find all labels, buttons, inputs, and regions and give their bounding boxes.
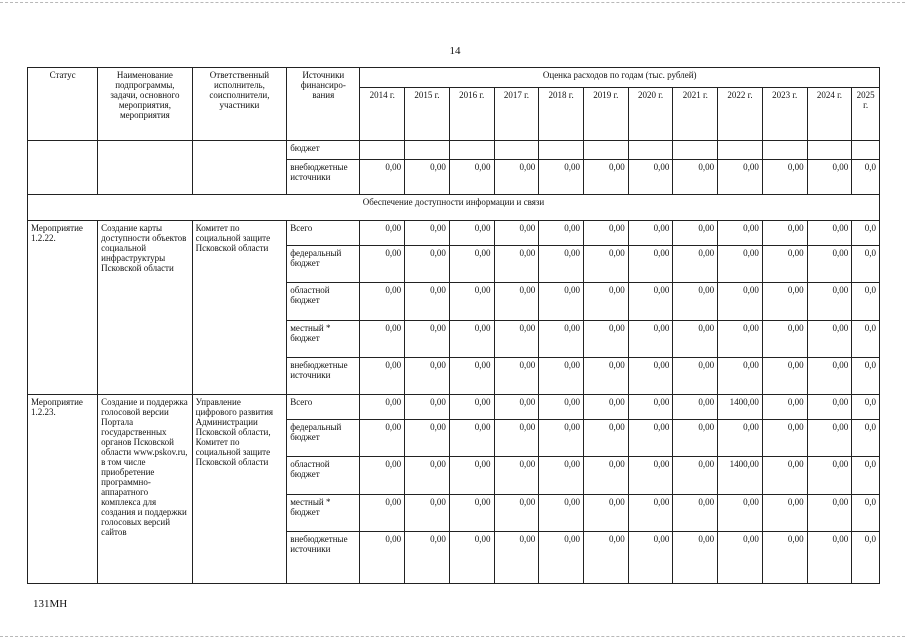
value-cell: 0,00 — [762, 395, 807, 420]
value-cell: 0,00 — [718, 160, 763, 195]
header-row — [28, 68, 880, 88]
value-cell: 0,00 — [360, 358, 405, 395]
continuation-status-cell — [28, 141, 98, 195]
header-responsible: Ответственный исполнитель, соисполнители, участники — [192, 68, 287, 141]
value-cell: 0,00 — [628, 532, 673, 584]
value-cell: 0,00 — [762, 358, 807, 395]
value-cell: 0,00 — [494, 495, 539, 532]
value-cell: 0,00 — [583, 395, 628, 420]
value-cell: 0,00 — [449, 221, 494, 246]
value-cell: 0,00 — [405, 457, 450, 495]
value-cell: 0,00 — [807, 283, 852, 321]
activity-row — [28, 221, 880, 246]
source-label: внебюджетные источники — [287, 532, 360, 584]
value-cell: 0,0 — [852, 283, 880, 321]
source-label: областной бюджет — [287, 457, 360, 495]
value-cell: 0,00 — [583, 321, 628, 358]
value-cell: 0,00 — [494, 420, 539, 457]
value-cell: 0,00 — [539, 395, 584, 420]
value-cell: 0,00 — [628, 283, 673, 321]
value-cell: 0,00 — [360, 395, 405, 420]
value-cell: 0,00 — [360, 160, 405, 195]
value-cell: 0,0 — [852, 358, 880, 395]
value-cell: 0,00 — [494, 358, 539, 395]
year-header: 2020 г. — [628, 88, 673, 141]
source-label: федеральный бюджет — [287, 420, 360, 457]
value-cell: 0,00 — [718, 283, 763, 321]
value-cell: 0,0 — [852, 457, 880, 495]
value-cell: 0,00 — [583, 457, 628, 495]
value-cell: 0,00 — [360, 321, 405, 358]
value-cell: 0,00 — [762, 283, 807, 321]
value-cell: 0,00 — [807, 221, 852, 246]
value-cell: 0,00 — [405, 532, 450, 584]
value-cell: 0,00 — [807, 395, 852, 420]
year-header: 2015 г. — [405, 88, 450, 141]
value-cell: 0,00 — [628, 457, 673, 495]
activity-responsible: Комитет по социальной защите Псковской области — [192, 221, 287, 395]
value-cell: 0,00 — [405, 395, 450, 420]
budget-table-body — [28, 68, 880, 584]
value-cell: 0,00 — [718, 246, 763, 283]
activity-status: Мероприятие 1.2.23. — [28, 395, 98, 584]
value-cell: 1400,00 — [718, 395, 763, 420]
value-cell: 0,0 — [852, 221, 880, 246]
value-cell: 0,00 — [405, 420, 450, 457]
value-cell — [405, 141, 450, 160]
value-cell: 0,00 — [494, 246, 539, 283]
value-cell: 0,00 — [583, 160, 628, 195]
year-header: 2024 г. — [807, 88, 852, 141]
year-header: 2021 г. — [673, 88, 718, 141]
section-title: Обеспечение доступности информации и связи — [28, 195, 880, 221]
value-cell — [360, 141, 405, 160]
value-cell: 0,00 — [628, 246, 673, 283]
year-header: 2023 г. — [762, 88, 807, 141]
value-cell: 0,00 — [583, 358, 628, 395]
value-cell: 0,00 — [360, 221, 405, 246]
value-cell — [494, 141, 539, 160]
value-cell: 0,00 — [583, 221, 628, 246]
value-cell — [628, 141, 673, 160]
value-cell: 0,00 — [539, 358, 584, 395]
value-cell: 0,00 — [762, 495, 807, 532]
value-cell: 0,00 — [360, 532, 405, 584]
header-sources: Источники финансиро-вания — [287, 68, 360, 141]
value-cell: 0,00 — [673, 532, 718, 584]
value-cell: 0,00 — [494, 532, 539, 584]
source-label: областной бюджет — [287, 283, 360, 321]
value-cell: 0,00 — [807, 420, 852, 457]
value-cell: 0,00 — [405, 321, 450, 358]
value-cell: 0,0 — [852, 395, 880, 420]
year-header: 2019 г. — [583, 88, 628, 141]
value-cell: 0,00 — [360, 420, 405, 457]
value-cell: 0,00 — [449, 420, 494, 457]
value-cell: 0,00 — [449, 246, 494, 283]
value-cell — [673, 141, 718, 160]
value-cell: 0,00 — [405, 221, 450, 246]
value-cell: 0,00 — [762, 457, 807, 495]
value-cell: 0,00 — [807, 160, 852, 195]
value-cell — [583, 141, 628, 160]
value-cell: 0,00 — [673, 358, 718, 395]
value-cell: 0,00 — [762, 246, 807, 283]
value-cell — [539, 141, 584, 160]
value-cell: 0,00 — [494, 321, 539, 358]
value-cell: 0,00 — [449, 358, 494, 395]
value-cell: 0,0 — [852, 321, 880, 358]
activity-responsible: Управление цифрового развития Администрации Псковской области, Комитет по социальной защите Псковской области — [192, 395, 287, 584]
value-cell: 0,00 — [539, 246, 584, 283]
activity-name: Создание и поддержка голосовой версии Портала государственных органов Псковской области www.pskov.ru, в том числе приобретение программно-аппаратного комплекса для создания и поддержки голосовых версий сайтов — [98, 395, 193, 584]
value-cell: 0,00 — [718, 495, 763, 532]
value-cell: 0,00 — [583, 283, 628, 321]
value-cell: 0,00 — [405, 283, 450, 321]
value-cell: 0,00 — [807, 321, 852, 358]
value-cell: 0,00 — [718, 358, 763, 395]
activity-name: Создание карты доступности объектов социальной инфраструктуры Псковской области — [98, 221, 193, 395]
value-cell: 0,00 — [494, 221, 539, 246]
year-header: 2014 г. — [360, 88, 405, 141]
value-cell: 0,00 — [762, 532, 807, 584]
value-cell: 0,00 — [673, 321, 718, 358]
source-label: Всего — [287, 221, 360, 246]
value-cell: 0,00 — [628, 160, 673, 195]
budget-table — [27, 67, 880, 584]
year-header: 2017 г. — [494, 88, 539, 141]
value-cell: 0,00 — [449, 321, 494, 358]
value-cell: 0,00 — [628, 495, 673, 532]
value-cell: 0,00 — [449, 495, 494, 532]
value-cell: 0,00 — [673, 495, 718, 532]
value-cell: 0,00 — [494, 283, 539, 321]
page-edge-top — [0, 2, 905, 3]
value-cell: 0,00 — [360, 283, 405, 321]
value-cell: 1400,00 — [718, 457, 763, 495]
value-cell: 0,00 — [762, 321, 807, 358]
value-cell: 0,00 — [628, 221, 673, 246]
continuation-row — [28, 141, 880, 160]
value-cell: 0,00 — [449, 532, 494, 584]
year-header: 2018 г. — [539, 88, 584, 141]
source-label: местный * бюджет — [287, 321, 360, 358]
value-cell: 0,00 — [628, 420, 673, 457]
activity-row — [28, 395, 880, 420]
value-cell: 0,00 — [762, 160, 807, 195]
value-cell: 0,0 — [852, 246, 880, 283]
value-cell: 0,00 — [583, 532, 628, 584]
value-cell: 0,00 — [718, 420, 763, 457]
value-cell: 0,00 — [583, 420, 628, 457]
value-cell: 0,00 — [807, 532, 852, 584]
value-cell: 0,00 — [494, 160, 539, 195]
value-cell: 0,0 — [852, 495, 880, 532]
value-cell: 0,00 — [539, 221, 584, 246]
value-cell: 0,00 — [673, 420, 718, 457]
value-cell: 0,00 — [405, 160, 450, 195]
value-cell: 0,00 — [494, 395, 539, 420]
value-cell — [449, 141, 494, 160]
value-cell: 0,00 — [718, 321, 763, 358]
value-cell: 0,0 — [852, 532, 880, 584]
value-cell: 0,00 — [673, 221, 718, 246]
value-cell: 0,00 — [673, 283, 718, 321]
value-cell — [718, 141, 763, 160]
value-cell: 0,00 — [539, 457, 584, 495]
value-cell: 0,00 — [449, 160, 494, 195]
value-cell — [762, 141, 807, 160]
value-cell: 0,00 — [360, 246, 405, 283]
source-label: федеральный бюджет — [287, 246, 360, 283]
source-label: внебюджетные источники — [287, 358, 360, 395]
value-cell: 0,00 — [673, 160, 718, 195]
value-cell: 0,00 — [539, 495, 584, 532]
value-cell: 0,00 — [360, 457, 405, 495]
year-header: 2025 г. — [852, 88, 880, 141]
page-number: 14 — [449, 45, 461, 57]
value-cell: 0,00 — [807, 457, 852, 495]
value-cell: 0,00 — [718, 532, 763, 584]
value-cell: 0,00 — [762, 420, 807, 457]
value-cell — [807, 141, 852, 160]
value-cell: 0,00 — [449, 283, 494, 321]
value-cell: 0,00 — [449, 457, 494, 495]
value-cell: 0,00 — [405, 495, 450, 532]
value-cell: 0,00 — [405, 358, 450, 395]
continuation-responsible-cell — [192, 141, 287, 195]
continuation-name-cell — [98, 141, 193, 195]
value-cell: 0,00 — [539, 283, 584, 321]
value-cell: 0,00 — [673, 395, 718, 420]
value-cell — [852, 141, 880, 160]
page-edge-bottom — [0, 636, 905, 637]
value-cell: 0,0 — [852, 420, 880, 457]
value-cell: 0,00 — [539, 160, 584, 195]
value-cell: 0,00 — [539, 321, 584, 358]
value-cell: 0,00 — [583, 246, 628, 283]
value-cell: 0,00 — [628, 321, 673, 358]
source-label: Всего — [287, 395, 360, 420]
footer-code: 131МН — [33, 598, 68, 610]
value-cell: 0,00 — [628, 395, 673, 420]
value-cell: 0,00 — [405, 246, 450, 283]
year-header: 2016 г. — [449, 88, 494, 141]
source-label: внебюджетные источники — [287, 160, 360, 195]
value-cell: 0,00 — [718, 221, 763, 246]
value-cell: 0,00 — [360, 495, 405, 532]
value-cell: 0,00 — [494, 457, 539, 495]
value-cell: 0,00 — [673, 457, 718, 495]
value-cell: 0,00 — [762, 221, 807, 246]
value-cell: 0,00 — [583, 495, 628, 532]
section-row — [28, 195, 880, 221]
value-cell: 0,00 — [807, 358, 852, 395]
value-cell: 0,00 — [539, 532, 584, 584]
value-cell: 0,00 — [539, 420, 584, 457]
value-cell: 0,00 — [807, 495, 852, 532]
source-label: бюджет — [287, 141, 360, 160]
header-status: Статус — [28, 68, 98, 141]
source-label: местный * бюджет — [287, 495, 360, 532]
value-cell: 0,00 — [673, 246, 718, 283]
header-name: Наименование подпрограммы, задачи, основного мероприятия, мероприятия — [98, 68, 193, 141]
value-cell: 0,00 — [449, 395, 494, 420]
year-header: 2022 г. — [718, 88, 763, 141]
value-cell: 0,0 — [852, 160, 880, 195]
header-estimate: Оценка расходов по годам (тыс. рублей) — [360, 68, 880, 88]
activity-status: Мероприятие 1.2.22. — [28, 221, 98, 395]
value-cell: 0,00 — [628, 358, 673, 395]
value-cell: 0,00 — [807, 246, 852, 283]
